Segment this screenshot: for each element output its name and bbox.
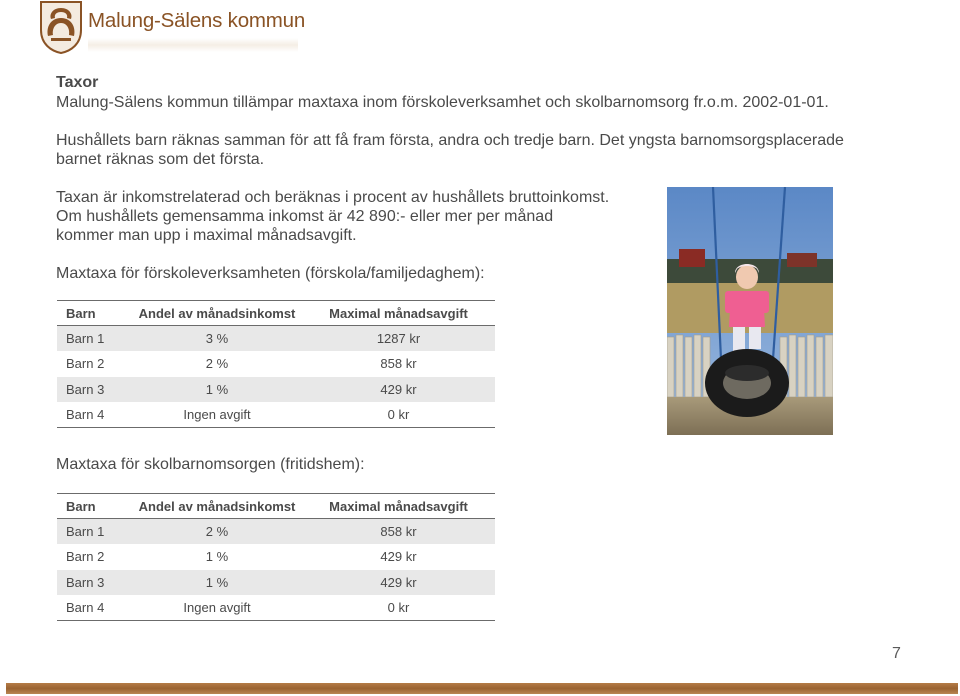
cell-share: Ingen avgift [132, 595, 302, 621]
income-line-3: kommer man upp i maximal månadsavgift. [56, 227, 357, 244]
table-row [57, 595, 495, 621]
cell-max-fee: 858 kr [380, 356, 417, 372]
page-title: Taxor [56, 74, 99, 91]
school-fee-table [57, 493, 495, 621]
cell-child: Barn 4 [57, 402, 132, 428]
cell-child: Barn 4 [57, 595, 132, 621]
cell-share: 1 % [132, 570, 302, 596]
intro-paragraph: Malung-Sälens kommun tillämpar maxtaxa inom förskoleverksamhet och skolbarnomsorg fr.o.m. 2002-01-01. [56, 94, 829, 111]
cell-share: 2 % [132, 519, 302, 545]
counting-line-1: Hushållets barn räknas samman för att få fram första, andra och tredje barn. Det yngsta barnomsorgsplacerade [56, 132, 844, 149]
table-row [57, 570, 495, 596]
cell-child: Barn 3 [57, 377, 132, 403]
column-header-share: Andel av månadsinkomst [132, 494, 302, 519]
coat-of-arms-icon [39, 0, 83, 54]
cell-child: Barn 1 [57, 326, 132, 352]
preschool-heading: Maxtaxa för förskoleverksamheten (förskola/familjedaghem): [56, 265, 485, 282]
cell-share: 3 % [132, 326, 302, 352]
income-line-1: Taxan är inkomstrelaterad och beräknas i procent av hushållets bruttoinkomst. [56, 189, 610, 206]
table-row [57, 351, 495, 377]
income-line-2: Om hushållets gemensamma inkomst är 42 890:- eller mer per månad [56, 208, 554, 225]
preschool-fee-table [57, 300, 495, 428]
column-header-child: Barn [57, 301, 132, 326]
column-header-max-fee: Maximal månadsavgift [302, 494, 495, 519]
child-on-swing-photo [667, 187, 833, 435]
cell-child: Barn 2 [66, 356, 105, 372]
column-header-child: Barn [57, 494, 132, 519]
income-paragraph [56, 188, 609, 245]
table-header-row [57, 301, 495, 326]
table-header-row [57, 494, 495, 519]
swing-illustration [667, 187, 833, 435]
table-row [57, 544, 495, 570]
column-header-max-fee: Maximal månadsavgift [302, 301, 495, 326]
school-heading: Maxtaxa för skolbarnomsorgen (fritidshem): [56, 456, 365, 473]
column-header-share: Andel av månadsinkomst [132, 301, 302, 326]
cell-share: 1 % [132, 377, 302, 403]
cell-child: Barn 1 [57, 519, 132, 545]
cell-max-fee: 0 kr [302, 402, 495, 428]
cell-max-fee: 1287 kr [302, 326, 495, 352]
counting-line-2: barnet räknas som det första. [56, 151, 265, 168]
table-row [57, 377, 495, 403]
logo-text: Malung-Sälens kommun [88, 9, 306, 32]
cell-child: Barn 2 [66, 549, 105, 565]
municipality-logo [39, 0, 309, 56]
footer-bar [6, 683, 958, 694]
counting-paragraph [56, 131, 844, 169]
table-row [57, 402, 495, 428]
cell-share: 1 % [205, 549, 229, 565]
cell-child: Barn 3 [57, 570, 132, 596]
logo-decoration [88, 38, 298, 52]
cell-max-fee: 429 kr [380, 549, 417, 565]
cell-share: 2 % [205, 356, 229, 372]
cell-max-fee: 858 kr [302, 519, 495, 545]
page-number: 7 [892, 645, 901, 662]
cell-max-fee: 429 kr [302, 570, 495, 596]
table-row [57, 326, 495, 352]
table-row [57, 519, 495, 545]
cell-max-fee: 0 kr [302, 595, 495, 621]
cell-max-fee: 429 kr [302, 377, 495, 403]
cell-share: Ingen avgift [132, 402, 302, 428]
